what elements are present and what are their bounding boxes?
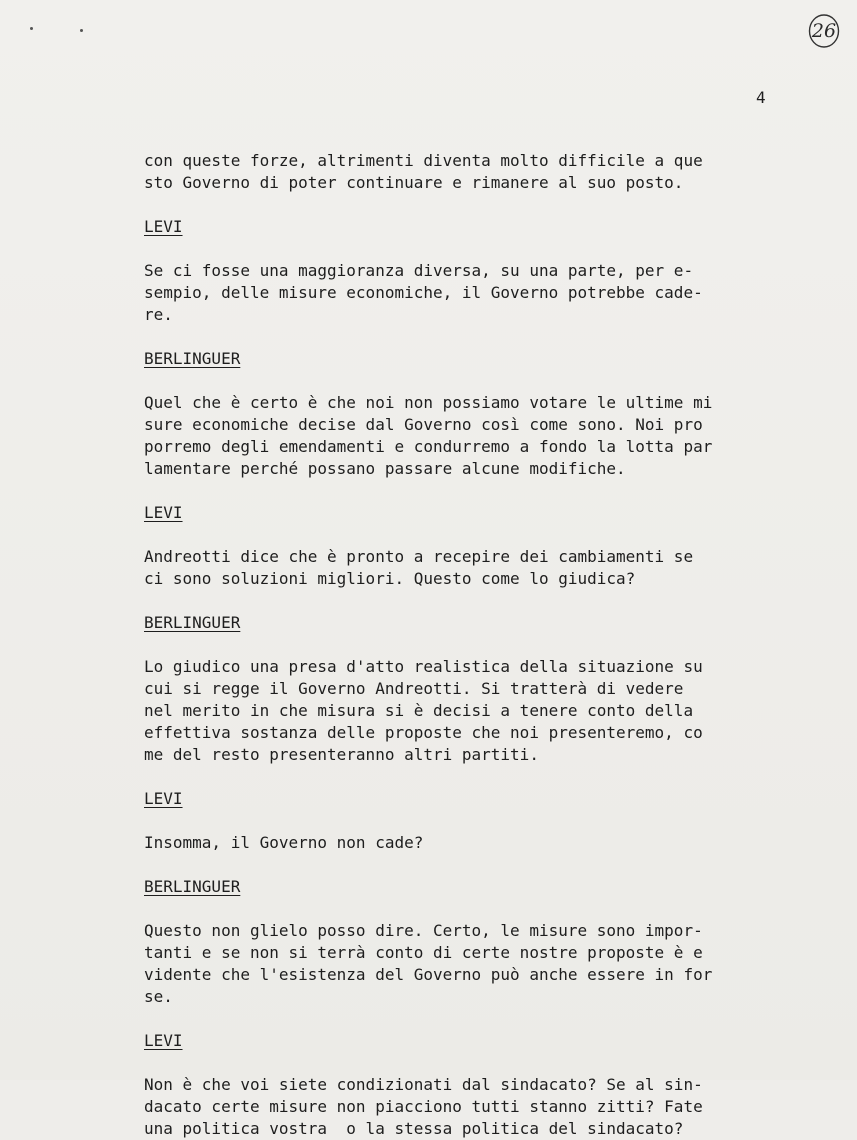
paragraph-gap <box>144 898 784 920</box>
text-line: Se ci fosse una maggioranza diversa, su una parte, per e- <box>144 261 694 280</box>
paragraph <box>144 920 784 1008</box>
paragraph-gap <box>144 480 784 502</box>
paragraph <box>144 832 784 854</box>
paragraph-gap <box>144 370 784 392</box>
text-line: cui si regge il Governo Andreotti. Si tratterà di vedere <box>144 679 684 698</box>
paragraph-gap <box>144 854 784 876</box>
paragraph-gap <box>144 238 784 260</box>
text-line: Insomma, il Governo non cade? <box>144 833 424 852</box>
page-number: 4 <box>756 88 766 107</box>
speaker-name: LEVI <box>144 1031 183 1050</box>
text-line: Quel che è certo è che noi non possiamo votare le ultime mi <box>144 393 713 412</box>
paragraph-gap <box>144 1052 784 1074</box>
text-line: dacato certe misure non piacciono tutti stanno zitti? Fate <box>144 1097 703 1116</box>
folio-number: 26 <box>811 20 837 42</box>
paragraph-gap <box>144 766 784 788</box>
paragraph-gap <box>144 194 784 216</box>
text-line: me del resto presenteranno altri partiti. <box>144 745 539 764</box>
text-line: sto Governo di poter continuare e rimanere al suo posto. <box>144 173 684 192</box>
paragraph <box>144 1074 784 1140</box>
paragraph-gap <box>144 524 784 546</box>
paragraph-gap <box>144 590 784 612</box>
text-line: una politica vostra o la stessa politica del sindacato? <box>144 1119 684 1138</box>
text-line: ci sono soluzioni migliori. Questo come lo giudica? <box>144 569 636 588</box>
paragraph-gap <box>144 634 784 656</box>
speck-mark <box>30 27 33 30</box>
interview-transcript <box>144 150 784 1140</box>
speaker-name: LEVI <box>144 789 183 808</box>
speaker-name: BERLINGUER <box>144 349 241 368</box>
text-line: Non è che voi siete condizionati dal sindacato? Se al sin- <box>144 1075 703 1094</box>
text-line: nel merito in che misura si è decisi a tenere conto della <box>144 701 694 720</box>
text-line: tanti e se non si terrà conto di certe nostre proposte è e <box>144 943 703 962</box>
text-line: lamentare perché possano passare alcune modifiche. <box>144 459 626 478</box>
handwritten-folio-mark <box>808 13 840 49</box>
text-line: Lo giudico una presa d'atto realistica della situazione su <box>144 657 703 676</box>
paragraph-gap <box>144 326 784 348</box>
paragraph-gap <box>144 810 784 832</box>
paragraph <box>144 392 784 480</box>
paragraph <box>144 150 784 194</box>
text-line: porremo degli emendamenti e condurremo a fondo la lotta par <box>144 437 713 456</box>
paragraph <box>144 656 784 766</box>
text-line: sempio, delle misure economiche, il Governo potrebbe cade- <box>144 283 703 302</box>
paragraph <box>144 546 784 590</box>
text-line: Questo non glielo posso dire. Certo, le misure sono impor- <box>144 921 703 940</box>
text-line: con queste forze, altrimenti diventa molto difficile a que <box>144 151 703 170</box>
text-line: vidente che l'esistenza del Governo può anche essere in for <box>144 965 713 984</box>
speck-mark <box>80 29 83 32</box>
text-line: Andreotti dice che è pronto a recepire dei cambiamenti se <box>144 547 694 566</box>
speaker-name: BERLINGUER <box>144 613 241 632</box>
paragraph <box>144 260 784 326</box>
text-line: re. <box>144 305 173 324</box>
speaker-name: BERLINGUER <box>144 877 241 896</box>
paragraph-gap <box>144 1008 784 1030</box>
speaker-name: LEVI <box>144 503 183 522</box>
text-line: sure economiche decise dal Governo così come sono. Noi pro <box>144 415 703 434</box>
speaker-name: LEVI <box>144 217 183 236</box>
text-line: se. <box>144 987 173 1006</box>
text-line: effettiva sostanza delle proposte che noi presenteremo, co <box>144 723 703 742</box>
